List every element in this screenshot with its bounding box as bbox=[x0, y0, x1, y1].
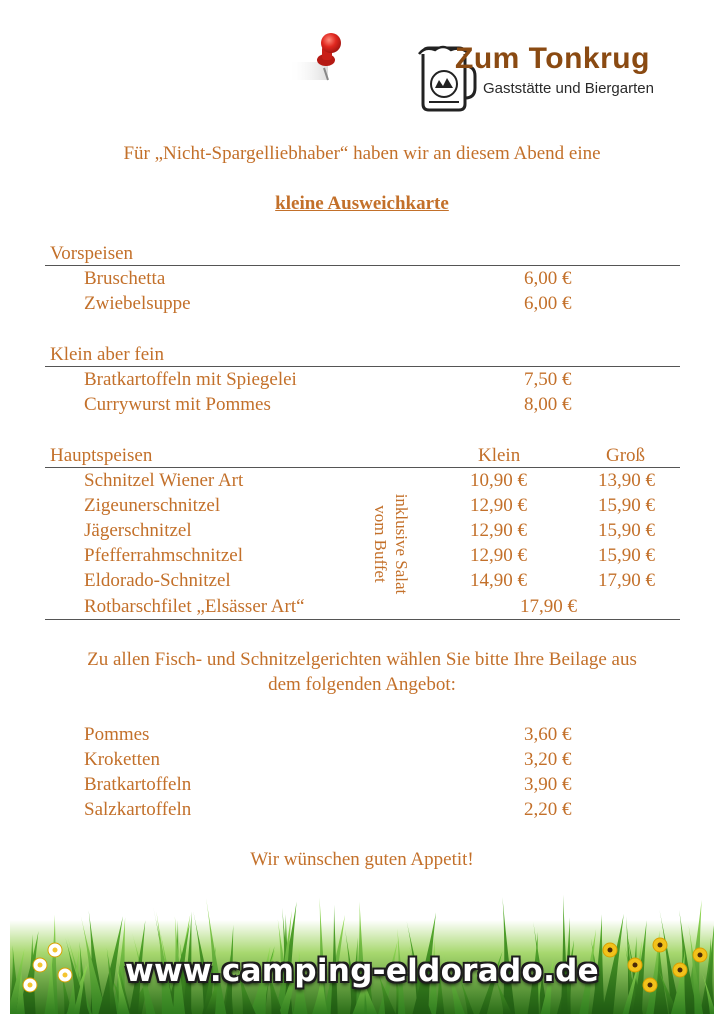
menu-item-name: Rotbarschfilet „Elsässer Art“ bbox=[84, 596, 305, 617]
logo bbox=[415, 40, 695, 114]
buffet-note bbox=[368, 486, 412, 602]
menu-item-name: Pfefferrahmschnitzel bbox=[84, 545, 243, 566]
section-title-klein-aber-fein: Klein aber fein bbox=[50, 344, 164, 365]
menu-item-name: Bruschetta bbox=[84, 268, 166, 289]
menu-item-price-large: 15,90 € bbox=[598, 495, 655, 516]
sides-intro-line2: dem folgenden Angebot: bbox=[268, 674, 456, 695]
sides-intro-line1: Zu allen Fisch- und Schnitzelgerichten wählen Sie bitte Ihre Beilage aus bbox=[87, 649, 637, 670]
flower-center bbox=[658, 943, 663, 948]
menu-item-price-large: 13,90 € bbox=[598, 470, 655, 491]
flower-center bbox=[608, 948, 613, 953]
menu-item-name: Jägerschnitzel bbox=[84, 520, 192, 541]
column-header-gross: Groß bbox=[606, 445, 646, 466]
intro-line: Für „Nicht-Spargelliebhaber“ haben wir an diesem Abend eine bbox=[123, 143, 601, 164]
menu-item-price: 7,50 € bbox=[524, 369, 572, 390]
logo-title: Zum Tonkrug bbox=[455, 42, 650, 75]
website-link[interactable]: www.camping-eldorado.de bbox=[125, 953, 599, 989]
menu-item-price-large: 15,90 € bbox=[598, 545, 655, 566]
menu-item-price-small: 12,90 € bbox=[470, 520, 527, 541]
red-pushpin-icon bbox=[282, 30, 352, 86]
menu-item-price: 8,00 € bbox=[524, 394, 572, 415]
menu-item-price: 6,00 € bbox=[524, 293, 572, 314]
side-item-name: Pommes bbox=[84, 724, 150, 745]
menu-item-price-large: 15,90 € bbox=[598, 520, 655, 541]
menu-item-name: Zigeunerschnitzel bbox=[84, 495, 221, 516]
divider bbox=[45, 467, 680, 468]
buffet-note-text: inklusive Salat vom Buffet bbox=[371, 493, 411, 595]
divider bbox=[45, 619, 680, 620]
side-item-price: 3,20 € bbox=[524, 749, 572, 770]
menu-item-price-large: 17,90 € bbox=[598, 570, 655, 591]
section-title-hauptspeisen: Hauptspeisen bbox=[50, 445, 153, 466]
menu-item-price-small: 14,90 € bbox=[470, 570, 527, 591]
side-item-price: 3,90 € bbox=[524, 774, 572, 795]
divider bbox=[45, 366, 680, 367]
closing-line: Wir wünschen guten Appetit! bbox=[250, 849, 474, 870]
side-item-price: 3,60 € bbox=[524, 724, 572, 745]
divider bbox=[45, 265, 680, 266]
menu-item-price-small: 12,90 € bbox=[470, 495, 527, 516]
menu-item-name: Currywurst mit Pommes bbox=[84, 394, 271, 415]
menu-item-price-small: 12,90 € bbox=[470, 545, 527, 566]
side-item-name: Kroketten bbox=[84, 749, 160, 770]
menu-item-price: 6,00 € bbox=[524, 268, 572, 289]
menu-heading: kleine Ausweichkarte bbox=[275, 193, 449, 214]
menu-item-name: Zwiebelsuppe bbox=[84, 293, 191, 314]
menu-item-name: Schnitzel Wiener Art bbox=[84, 470, 244, 491]
grass-and-flowers-banner bbox=[10, 890, 714, 1014]
logo-subtitle: Gaststätte und Biergarten bbox=[483, 80, 654, 97]
menu-item-name: Bratkartoffeln mit Spiegelei bbox=[84, 369, 297, 390]
side-item-price: 2,20 € bbox=[524, 799, 572, 820]
menu-item-price-single: 17,90 € bbox=[520, 596, 577, 617]
menu-item-name: Eldorado-Schnitzel bbox=[84, 570, 231, 591]
flower-center bbox=[53, 948, 58, 953]
section-title-vorspeisen: Vorspeisen bbox=[50, 243, 134, 264]
column-header-klein: Klein bbox=[478, 445, 521, 466]
side-item-name: Salzkartoffeln bbox=[84, 799, 192, 820]
side-item-name: Bratkartoffeln bbox=[84, 774, 192, 795]
menu-item-price-small: 10,90 € bbox=[470, 470, 527, 491]
